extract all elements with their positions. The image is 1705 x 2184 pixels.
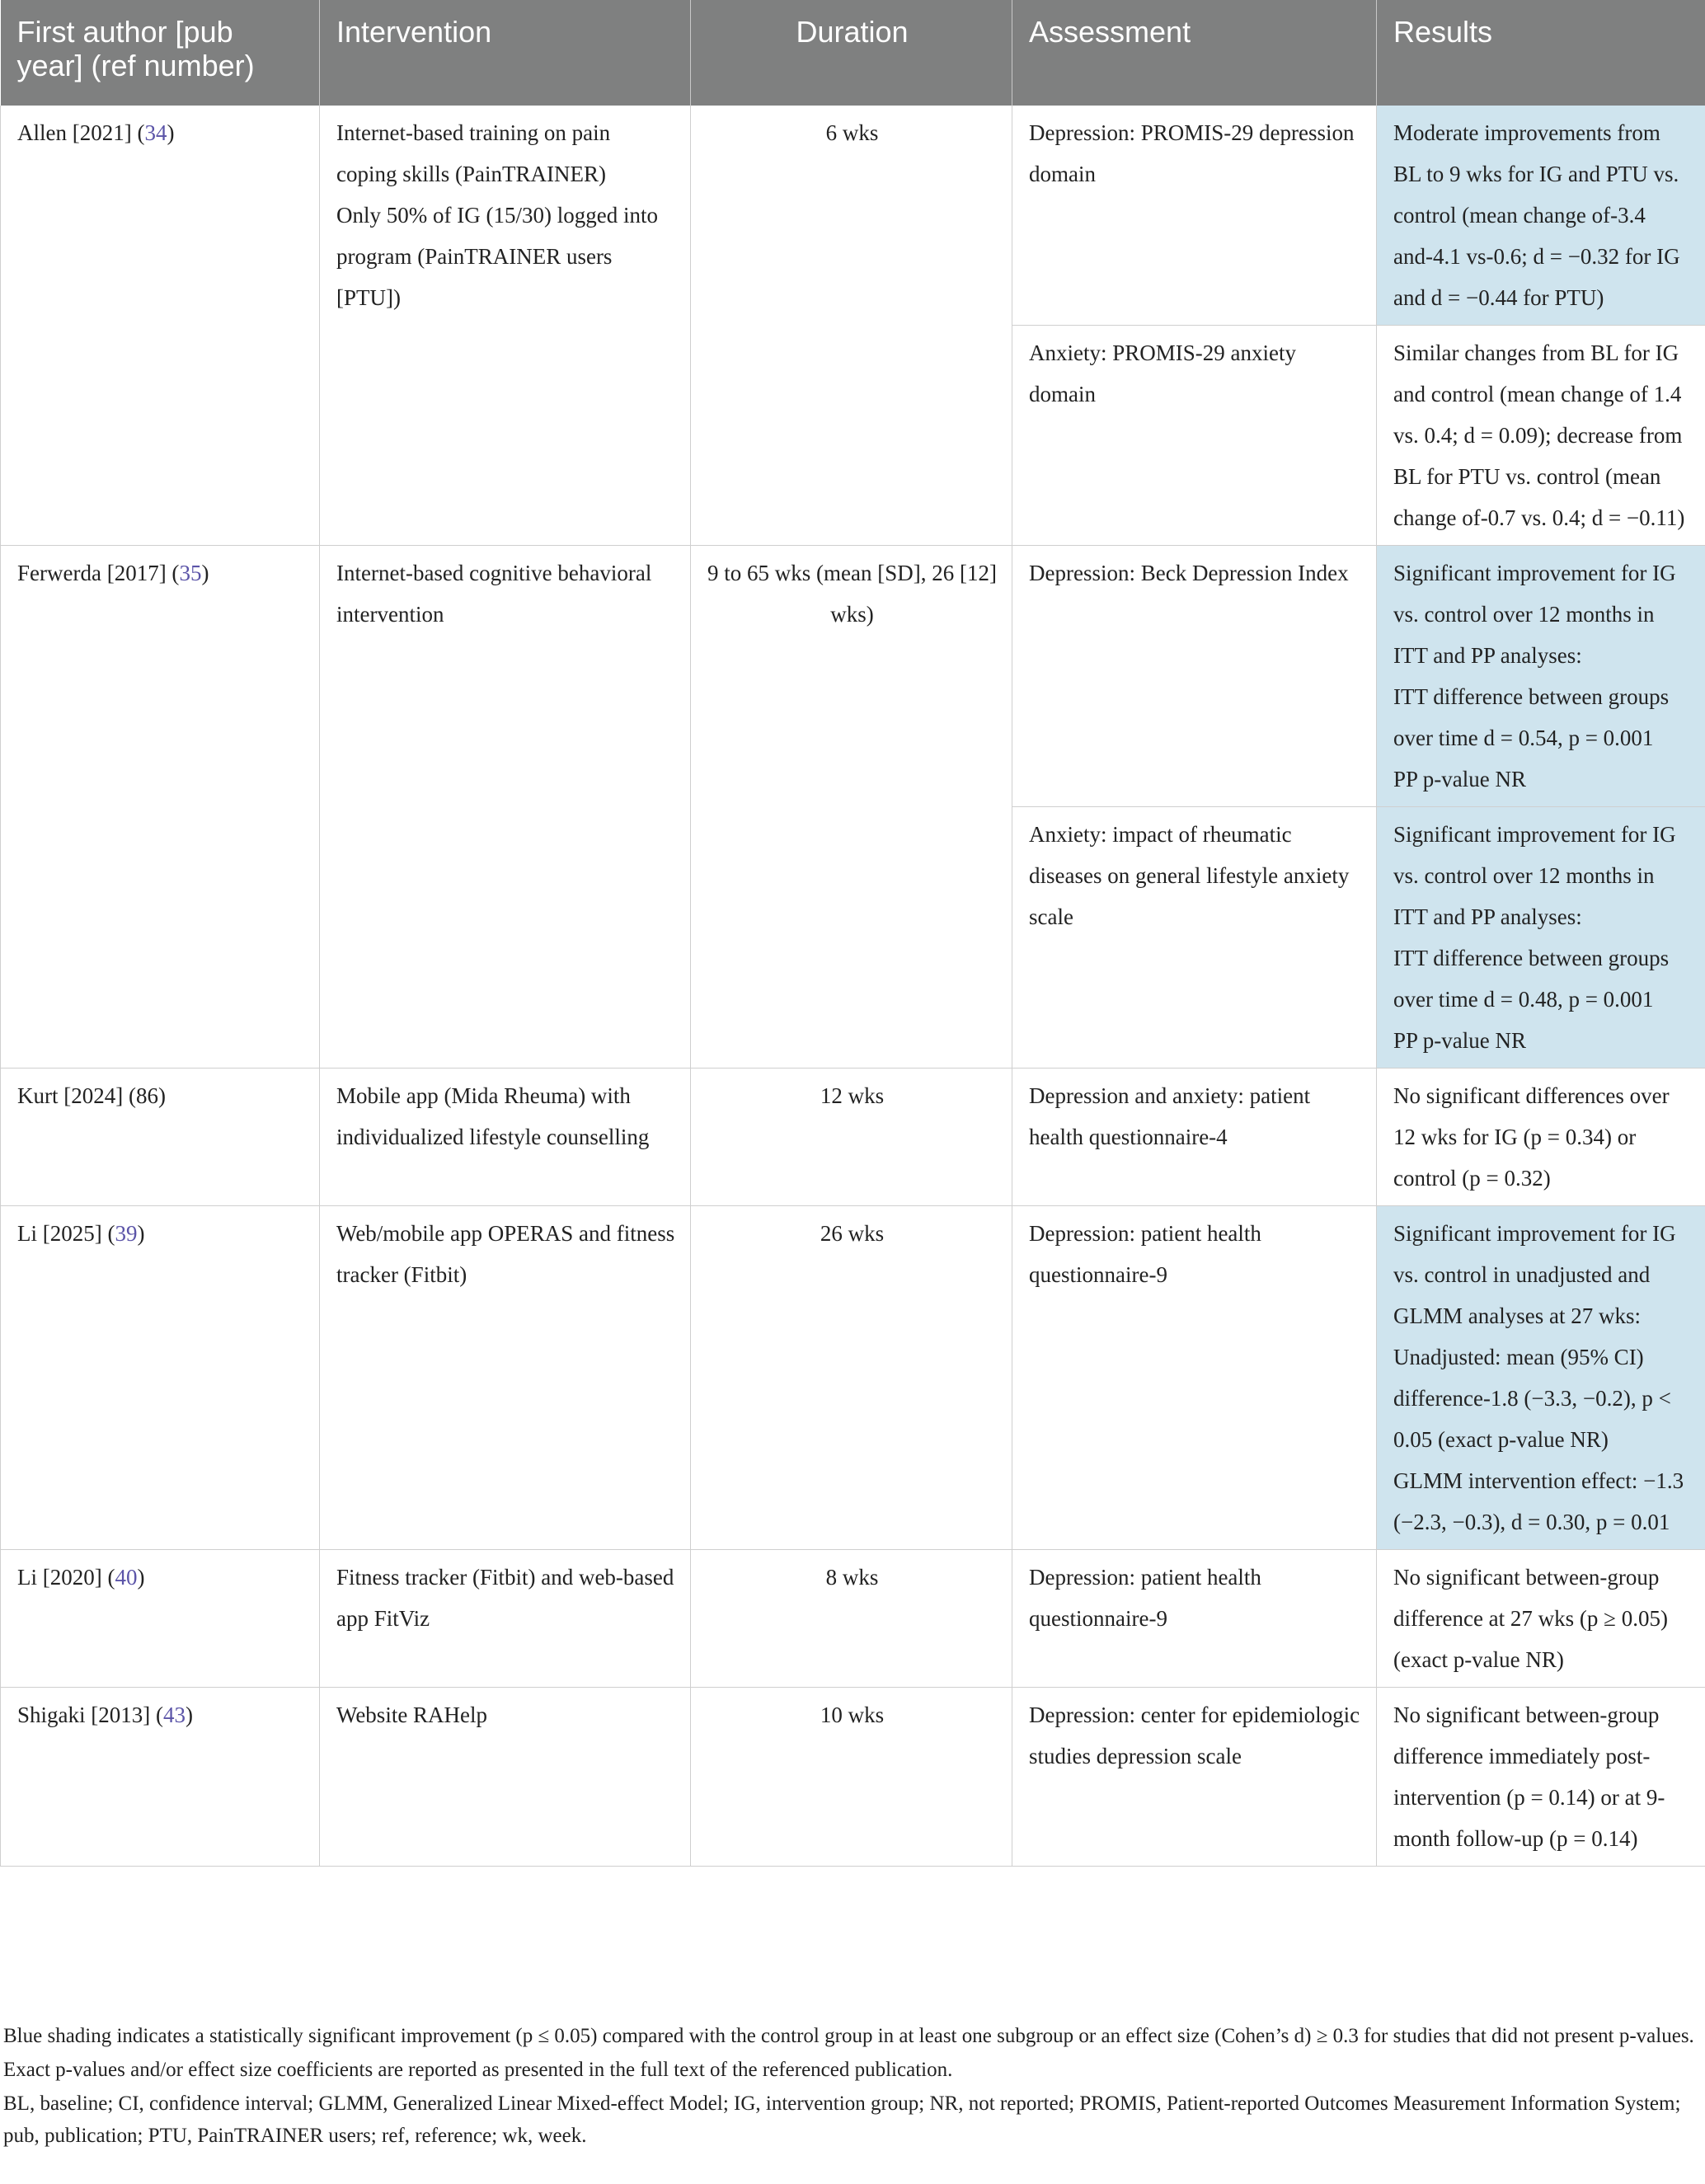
author-text: Li [2025] (: [17, 1221, 115, 1246]
table-row: [1, 1550, 1705, 1688]
cell-assessment: Depression: center for epidemiologic studies depression scale: [1012, 1688, 1377, 1867]
header-results: Results: [1377, 0, 1705, 106]
cell-assessment: Depression: Beck Depression Index: [1012, 546, 1377, 807]
cell-duration: 9 to 65 wks (mean [SD], 26 [12] wks): [691, 546, 1012, 1069]
header-first-author: First author [pub year] (ref number): [1, 0, 320, 106]
cell-author: [1, 106, 320, 546]
cell-results-significant: [1377, 546, 1705, 807]
cell-assessment: Depression: patient health questionnaire-9: [1012, 1206, 1377, 1550]
cell-results-significant: [1377, 106, 1705, 326]
footnote: Blue shading indicates a statistically significant improvement (p ≤ 0.05) compared with the control group in at least one subgroup or an effect size (Cohen’s d) ≥ 0.3 for studies that did not present p-values.: [3, 2025, 1694, 2047]
author-text: Kurt [2024] (86): [17, 1083, 166, 1108]
reference-link[interactable]: 40: [115, 1565, 138, 1590]
table-header: [1, 0, 1705, 106]
intervention-line: Fitness tracker (Fitbit) and web-based app FitViz: [336, 1565, 674, 1631]
table-row: [1, 1688, 1705, 1867]
cell-intervention: [320, 1550, 691, 1688]
cell-results-significant: [1377, 807, 1705, 1069]
reference-link[interactable]: 43: [162, 1703, 186, 1727]
cell-duration: 8 wks: [691, 1550, 1012, 1688]
cell-intervention: [320, 106, 691, 546]
cell-results-significant: [1377, 1206, 1705, 1550]
footnote: BL, baseline; CI, confidence interval; GLMM, Generalized Linear Mixed-effect Model; IG, intervention group; NR, not reported; PROMIS, Patient-reported Outcomes Measurement Information System; pub, publication; PTU, PainTRAINER users; ref, reference; wk, week.: [3, 2092, 1681, 2147]
author-text-end: ): [167, 120, 175, 145]
table-row: [1, 106, 1705, 326]
result-line: Similar changes from BL for IG and control (mean change of 1.4 vs. 0.4; d = 0.09); decrease from BL for PTU vs. control (mean change of-0.7 vs. 0.4; d = −0.11): [1393, 341, 1685, 530]
header-assessment: Assessment: [1012, 0, 1377, 106]
cell-duration: 12 wks: [691, 1069, 1012, 1206]
author-text-end: ): [185, 1703, 193, 1727]
result-line: PP p-value NR: [1393, 1028, 1526, 1053]
result-line: GLMM intervention effect: −1.3 (−2.3, −0.3), d = 0.30, p = 0.01: [1393, 1468, 1684, 1534]
cell-author: [1, 1206, 320, 1550]
author-text: Allen [2021] (: [17, 120, 145, 145]
cell-duration: 26 wks: [691, 1206, 1012, 1550]
result-line: No significant between-group difference immediately post-intervention (p = 0.14) or at 9-month follow-up (p = 0.14): [1393, 1703, 1665, 1851]
cell-assessment: Anxiety: PROMIS-29 anxiety domain: [1012, 326, 1377, 546]
intervention-line: Internet-based training on pain coping skills (PainTRAINER): [336, 120, 611, 186]
cell-assessment: Depression: PROMIS-29 depression domain: [1012, 106, 1377, 326]
author-text: Ferwerda [2017] (: [17, 561, 180, 585]
result-line: Moderate improvements from BL to 9 wks for IG and PTU vs. control (mean change of-3.4 and-4.1 vs-0.6; d = −0.32 for IG and d = −0.44 for PTU): [1393, 120, 1680, 310]
cell-author: [1, 546, 320, 1069]
author-text: Shigaki [2013] (: [17, 1703, 163, 1727]
cell-duration: 6 wks: [691, 106, 1012, 546]
table-footnotes: [0, 2020, 1705, 2152]
cell-results: [1377, 1688, 1705, 1867]
table-row: [1, 546, 1705, 807]
header-intervention: Intervention: [320, 0, 691, 106]
result-line: ITT difference between groups over time d = 0.54, p = 0.001: [1393, 684, 1670, 750]
cell-results: [1377, 1550, 1705, 1688]
header-duration: Duration: [691, 0, 1012, 106]
result-line: No significant differences over 12 wks for IG (p = 0.34) or control (p = 0.32): [1393, 1083, 1670, 1191]
table-row: [1, 1206, 1705, 1550]
reference-link[interactable]: 35: [179, 561, 202, 585]
cell-intervention: [320, 1206, 691, 1550]
cell-duration: 10 wks: [691, 1688, 1012, 1867]
cell-results: [1377, 1069, 1705, 1206]
result-line: Significant improvement for IG vs. control over 12 months in ITT and PP analyses:: [1393, 822, 1676, 929]
cell-intervention: [320, 546, 691, 1069]
cell-assessment: Depression: patient health questionnaire-9: [1012, 1550, 1377, 1688]
cell-author: [1, 1069, 320, 1206]
result-line: No significant between-group difference at 27 wks (p ≥ 0.05) (exact p-value NR): [1393, 1565, 1668, 1672]
footnote: Exact p-values and/or effect size coefficients are reported as presented in the full text of the referenced publication.: [3, 2059, 953, 2081]
intervention-line: Website RAHelp: [336, 1703, 488, 1727]
result-line: Unadjusted: mean (95% CI) difference-1.8 (−3.3, −0.2), p < 0.05 (exact p-value NR): [1393, 1345, 1671, 1452]
cell-assessment: Depression and anxiety: patient health questionnaire-4: [1012, 1069, 1377, 1206]
cell-results: [1377, 326, 1705, 546]
table-row: [1, 1069, 1705, 1206]
header-row: [1, 0, 1705, 106]
cell-assessment: Anxiety: impact of rheumatic diseases on general lifestyle anxiety scale: [1012, 807, 1377, 1069]
intervention-line: Internet-based cognitive behavioral intervention: [336, 561, 652, 627]
result-line: Significant improvement for IG vs. control over 12 months in ITT and PP analyses:: [1393, 561, 1676, 668]
intervention-line: Mobile app (Mida Rheuma) with individualized lifestyle counselling: [336, 1083, 650, 1149]
cell-intervention: [320, 1069, 691, 1206]
cell-author: [1, 1550, 320, 1688]
table-body: [1, 106, 1705, 1867]
author-text-end: ): [201, 561, 209, 585]
intervention-line: Only 50% of IG (15/30) logged into program (PainTRAINER users [PTU]): [336, 203, 658, 310]
author-text-end: ): [137, 1221, 145, 1246]
cell-author: [1, 1688, 320, 1867]
intervention-line: Web/mobile app OPERAS and fitness tracker (Fitbit): [336, 1221, 675, 1287]
result-line: PP p-value NR: [1393, 767, 1526, 791]
author-text-end: ): [137, 1565, 145, 1590]
result-line: Significant improvement for IG vs. control in unadjusted and GLMM analyses at 27 wks:: [1393, 1221, 1676, 1328]
reference-link[interactable]: 34: [144, 120, 167, 145]
cell-intervention: [320, 1688, 691, 1867]
reference-link[interactable]: 39: [115, 1221, 138, 1246]
author-text: Li [2020] (: [17, 1565, 115, 1590]
result-line: ITT difference between groups over time d = 0.48, p = 0.001: [1393, 946, 1670, 1012]
